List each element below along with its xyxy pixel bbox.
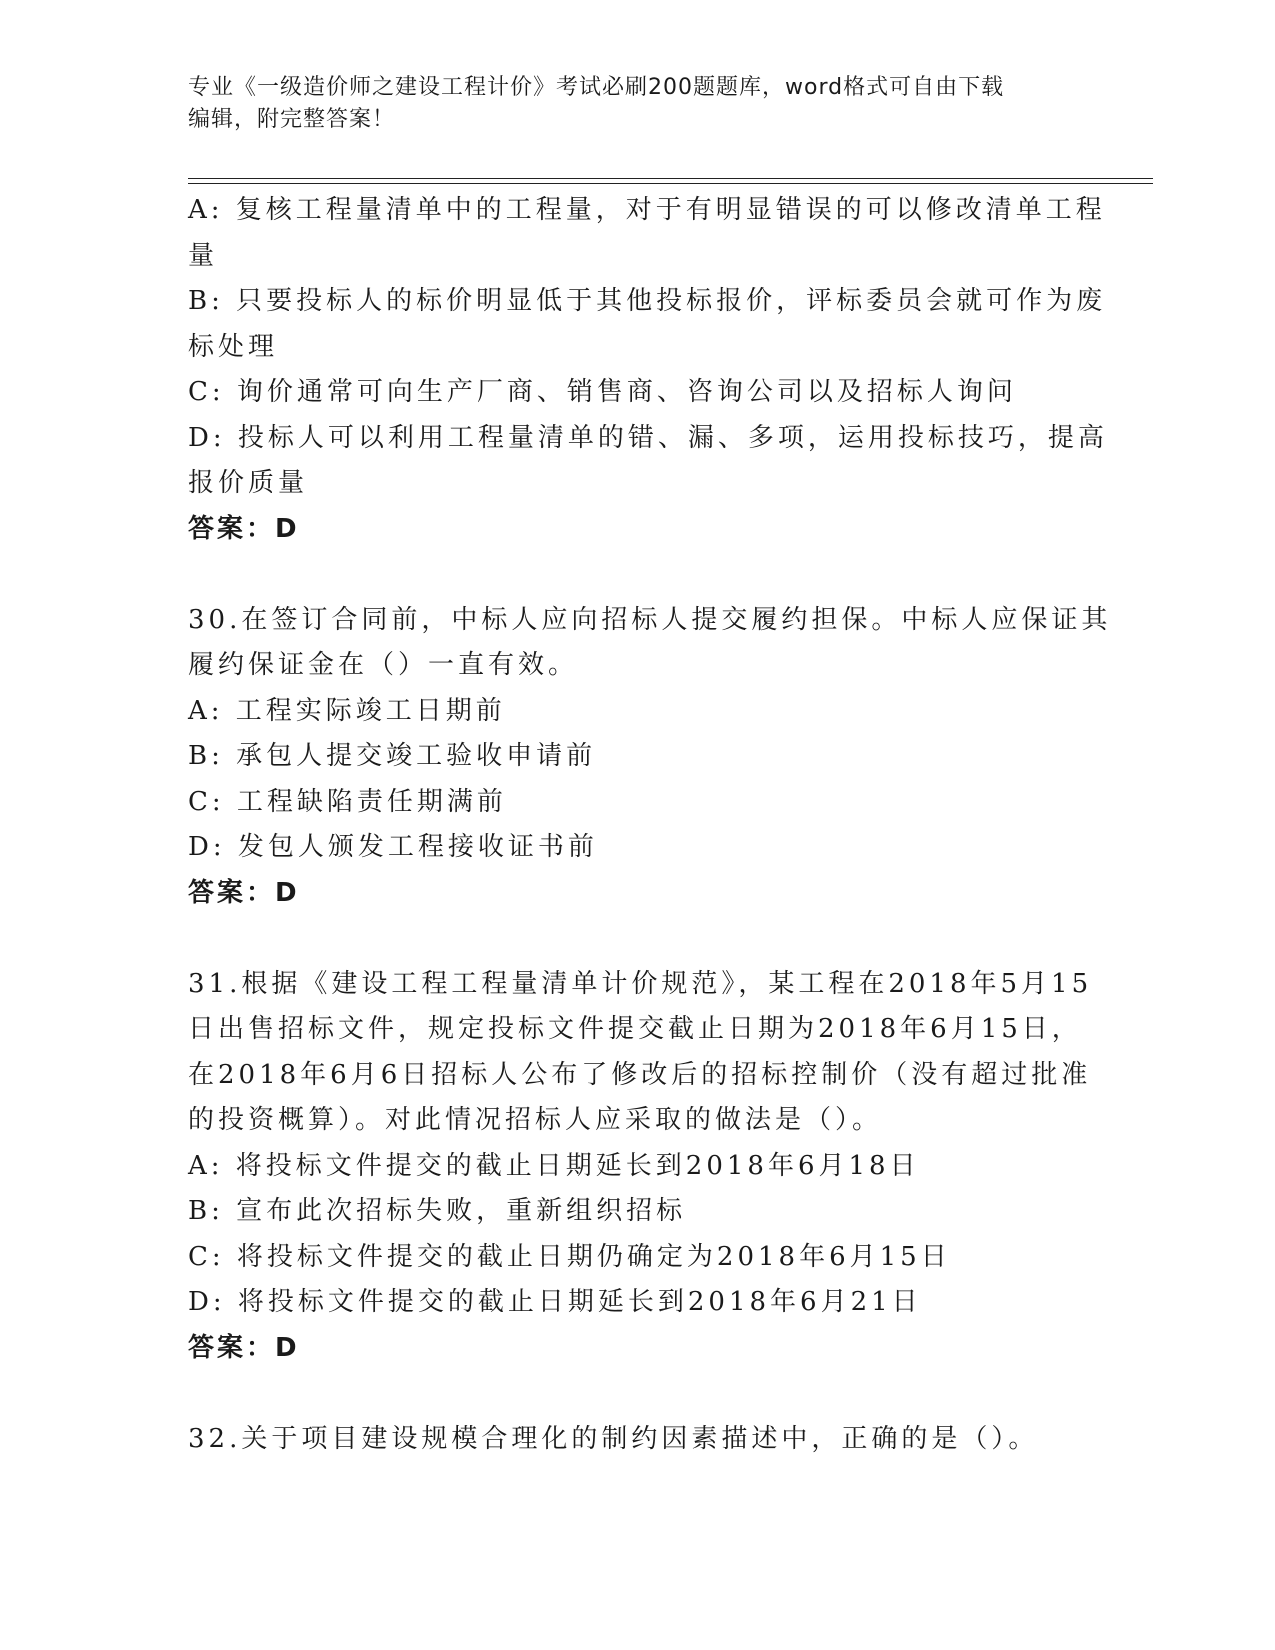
q31-stem-line-1: 31.根据《建设工程工程量清单计价规范》，某工程在2018年5月15	[188, 968, 1093, 999]
spacer	[188, 1371, 1088, 1417]
q31-option-b: B: 宣布此次招标失败，重新组织招标	[188, 1196, 687, 1226]
q30-stem-line-1: 30.在签订合同前，中标人应向招标人提交履约担保。中标人应保证其	[188, 604, 1112, 635]
q30-option-d: D: 发包人颁发工程接收证书前	[188, 832, 598, 862]
header-divider-top	[188, 178, 1153, 179]
q29-option-b-line-2: 标处理	[188, 331, 279, 362]
document-body	[188, 188, 1112, 1462]
q31-answer: 答案：D	[188, 1332, 300, 1363]
q31-option-d: D: 将投标文件提交的截止日期延长到2018年6月21日	[188, 1287, 922, 1317]
q31-stem-line-3: 在2018年6月6日招标人公布了修改后的招标控制价（没有超过批准	[188, 1059, 1092, 1090]
q30-option-b: B: 承包人提交竣工验收申请前	[188, 741, 597, 771]
q30-answer: 答案：D	[188, 877, 300, 908]
q31-option-c: C: 将投标文件提交的截止日期仍确定为2018年6月15日	[188, 1241, 951, 1272]
document-header	[188, 72, 1068, 136]
q31-option-a: A: 将投标文件提交的截止日期延长到2018年6月18日	[188, 1150, 920, 1181]
q30-stem-line-2: 履约保证金在（）一直有效。	[188, 650, 579, 680]
q29-option-d-line-1: D: 投标人可以利用工程量清单的错、漏、多项，运用投标技巧，提高	[188, 422, 1108, 453]
q30-option-a: A: 工程实际竣工日期前	[188, 695, 506, 726]
q29-option-d-line-2: 报价质量	[188, 468, 309, 498]
q29-option-a-line-2: 量	[188, 240, 219, 271]
spacer	[188, 916, 1088, 962]
q29-option-c: C: 询价通常可向生产厂商、销售商、咨询公司以及招标人询问	[188, 377, 1017, 407]
header-line-2: 编辑，附完整答案！	[188, 107, 396, 132]
q32-stem-line-1: 32.关于项目建设规模合理化的制约因素描述中，正确的是（）。	[188, 1423, 1039, 1454]
spacer	[188, 552, 1088, 598]
q30-option-c: C: 工程缺陷责任期满前	[188, 786, 507, 817]
header-divider-bottom	[188, 183, 1153, 184]
q31-stem-line-2: 日出售招标文件，规定投标文件提交截止日期为2018年6月15日，	[188, 1014, 1082, 1044]
q29-option-a-line-1: A: 复核工程量清单中的工程量，对于有明显错误的可以修改清单工程	[188, 195, 1106, 225]
header-line-1: 专业《一级造价师之建设工程计价》考试必刷200题题库，word格式可自由下载	[188, 75, 1005, 100]
q29-answer: 答案：D	[188, 513, 300, 544]
q29-option-b-line-1: B: 只要投标人的标价明显低于其他投标报价，评标委员会就可作为废	[188, 286, 1107, 316]
q31-stem-line-4: 的投资概算）。对此情况招标人应采取的做法是（）。	[188, 1105, 883, 1135]
